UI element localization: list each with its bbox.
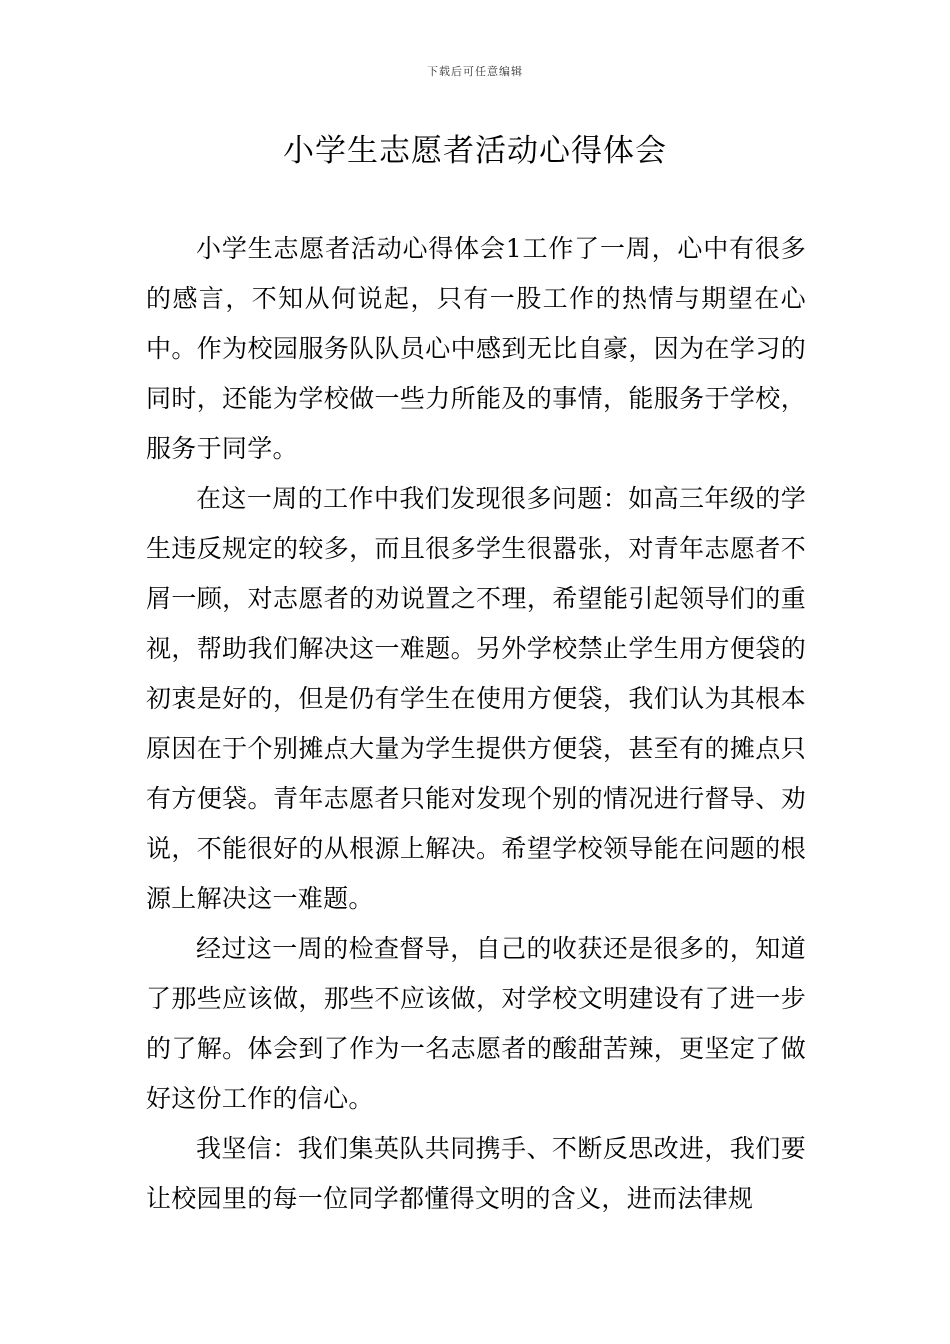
paragraph: 在这一周的工作中我们发现很多问题：如高三年级的学生违反规定的较多，而且很多学生很嚣张，对青年志愿者不屑一顾，对志愿者的劝说置之不理，希望能引起领导们的重视，帮助我们解决这一难题。另外学校禁止学生用方便袋的初衷是好的，但是仍有学生在使用方便袋，我们认为其根本原因在于个别摊点大量为学生提供方便袋，甚至有的摊点只有方便袋。青年志愿者只能对发现个别的情况进行督导、劝说，不能很好的从根源上解决。希望学校领导能在问题的根源上解决这一难题。 [146, 484, 806, 913]
paragraph: 小学生志愿者活动心得体会1工作了一周，心中有很多的感言，不知从何说起，只有一股工作的热情与期望在心中。作为校园服务队队员心中感到无比自豪，因为在学习的同时，还能为学校做一些力所能及的事情，能服务于学校，服务于同学。 [146, 234, 806, 463]
header-note: 下载后可任意编辑 [427, 65, 523, 78]
paragraph: 经过这一周的检查督导，自己的收获还是很多的，知道了那些应该做，那些不应该做，对学校文明建设有了进一步的了解。体会到了作为一名志愿者的酸甜苦辣，更坚定了做好这份工作的信心。 [146, 934, 806, 1113]
paragraph: 我坚信：我们集英队共同携手、不断反思改进，我们要让校园里的每一位同学都懂得文明的含义，进而法律规 [146, 1134, 806, 1213]
document-title: 小学生志愿者活动心得体会 [283, 133, 667, 169]
document-body [146, 224, 806, 1224]
